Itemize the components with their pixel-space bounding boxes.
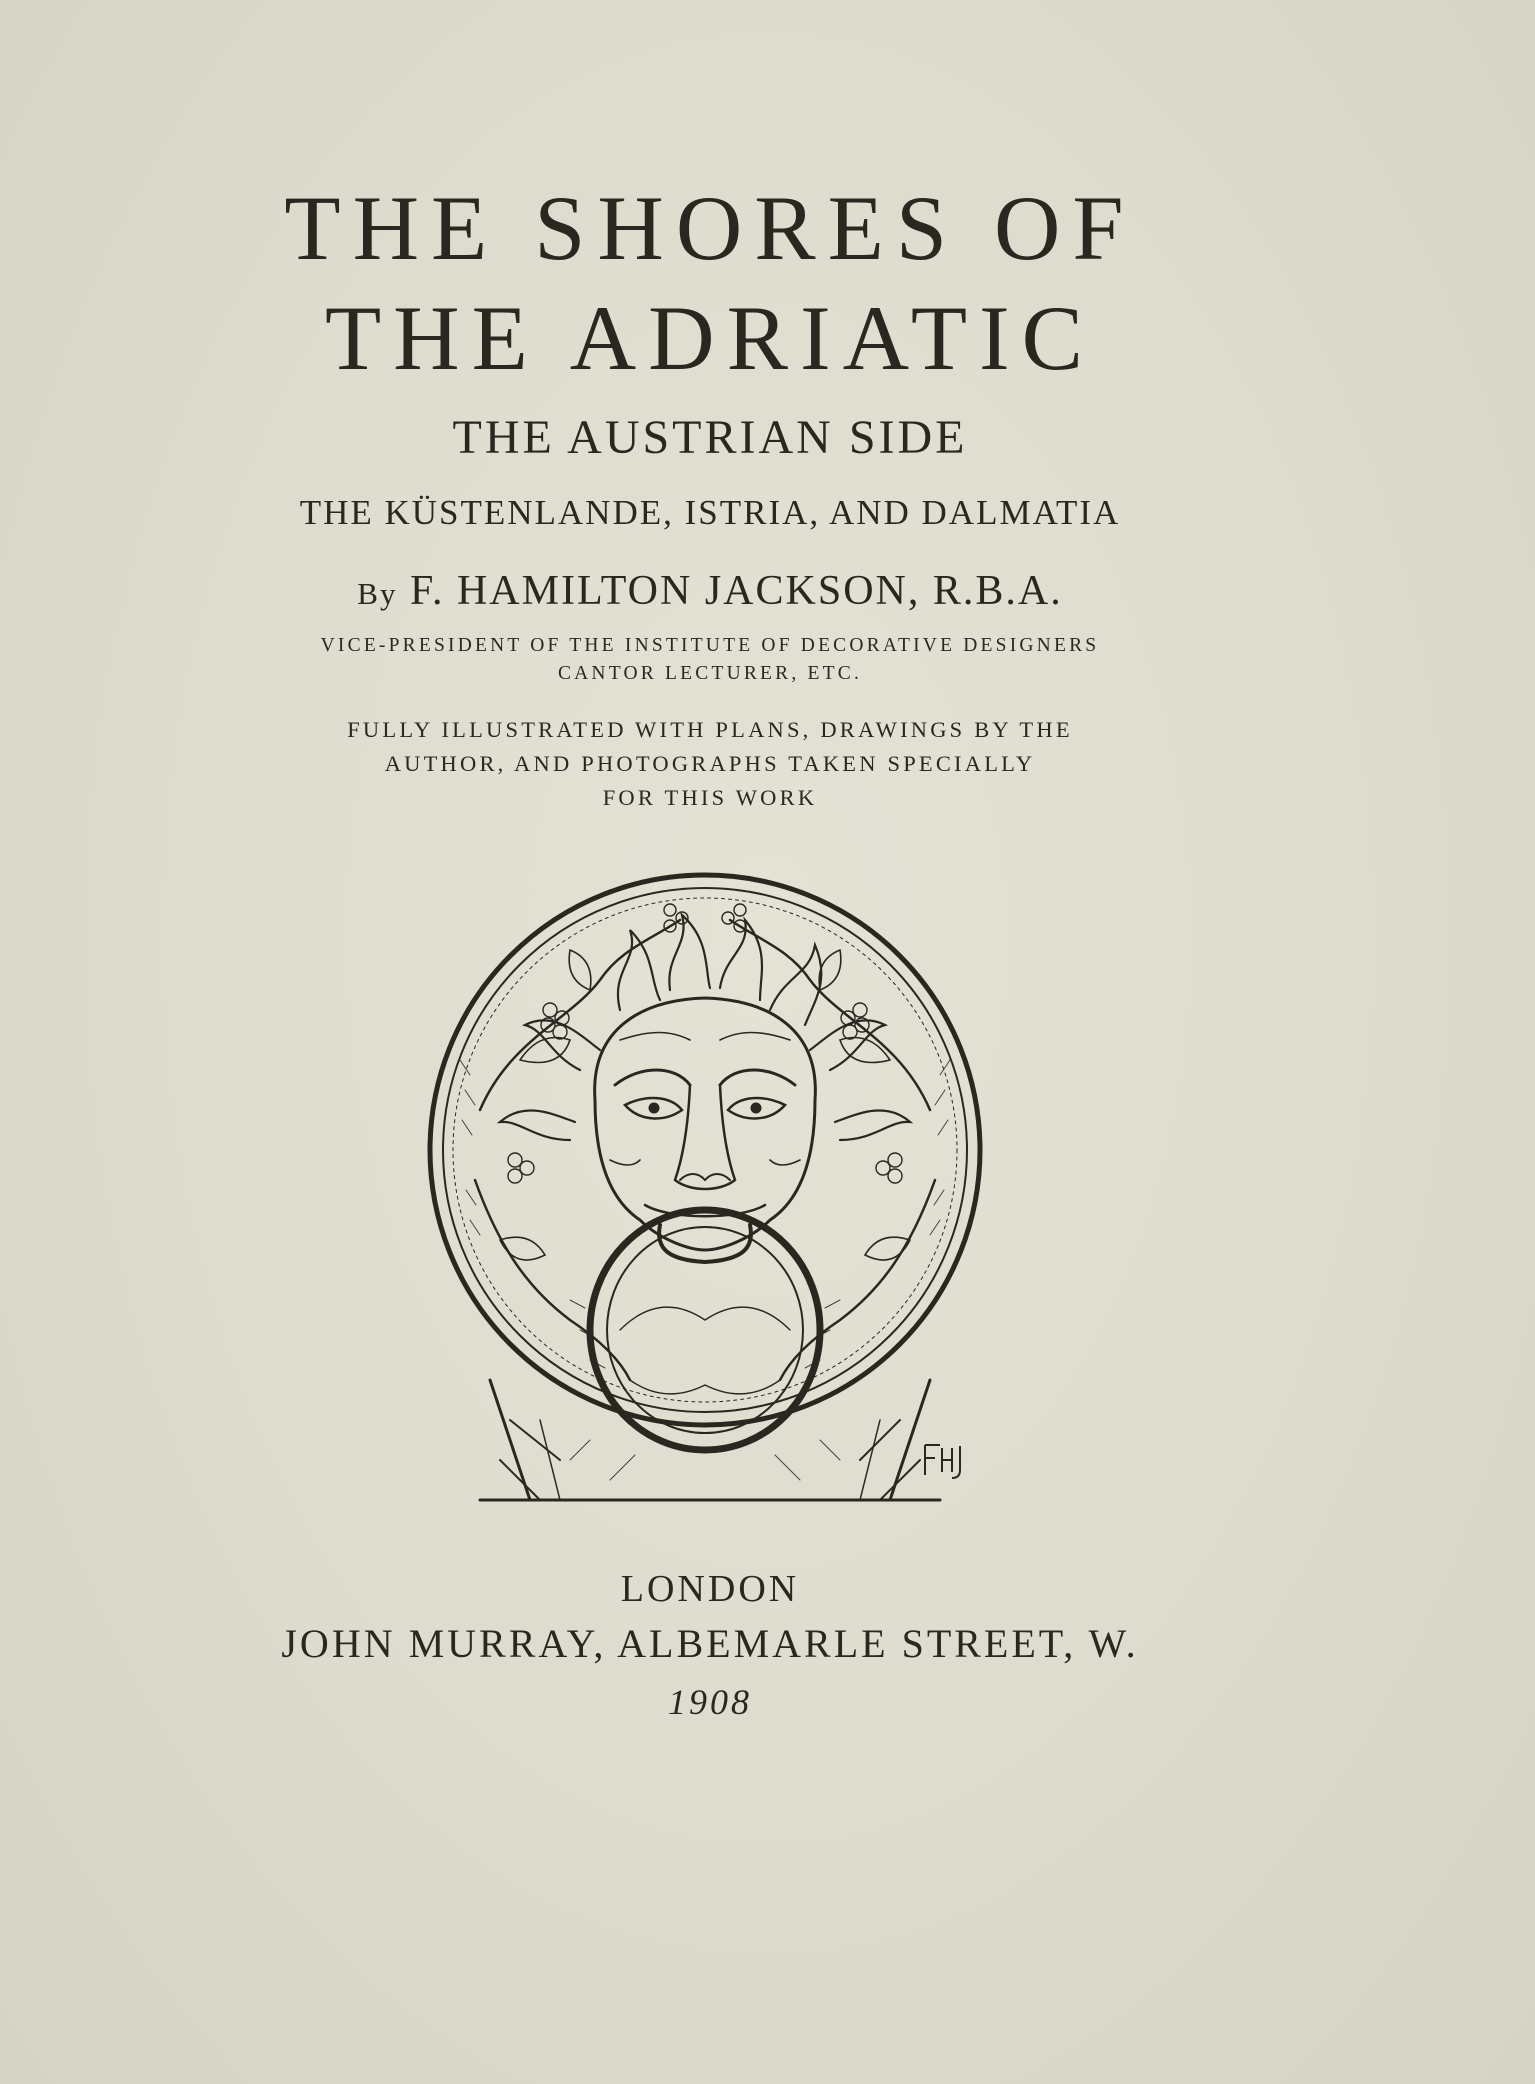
illustration-note-line-1: FULLY ILLUSTRATED WITH PLANS, DRAWINGS BY THE bbox=[347, 717, 1073, 742]
subtitle-regions: THE KÜSTENLANDE, ISTRIA, AND DALMATIA bbox=[299, 493, 1121, 532]
illustration-note-line-2: AUTHOR, AND PHOTOGRAPHS TAKEN SPECIALLY bbox=[384, 751, 1036, 776]
publication-year: 1908 bbox=[668, 1682, 752, 1722]
author-credential-2: CANTOR LECTURER, ETC. bbox=[557, 663, 863, 684]
author-line bbox=[0, 564, 1420, 621]
book-title-line-2: THE ADRIATIC bbox=[324, 287, 1096, 389]
author-name: F. HAMILTON JACKSON, R.B.A. bbox=[409, 568, 1063, 614]
publisher-name: JOHN MURRAY, ALBEMARLE STREET, W. bbox=[281, 1621, 1139, 1666]
publisher-city: LONDON bbox=[620, 1568, 800, 1610]
book-title-line-1: THE SHORES OF bbox=[284, 177, 1136, 279]
illustration-note-line-3: FOR THIS WORK bbox=[602, 785, 818, 810]
subtitle: THE AUSTRIAN SIDE bbox=[452, 411, 968, 464]
author-credential-1: VICE-PRESIDENT OF THE INSTITUTE OF DECORATIVE DESIGNERS bbox=[320, 635, 1100, 656]
lion-knocker-vignette bbox=[420, 860, 1000, 1520]
author-by: By bbox=[357, 576, 398, 611]
